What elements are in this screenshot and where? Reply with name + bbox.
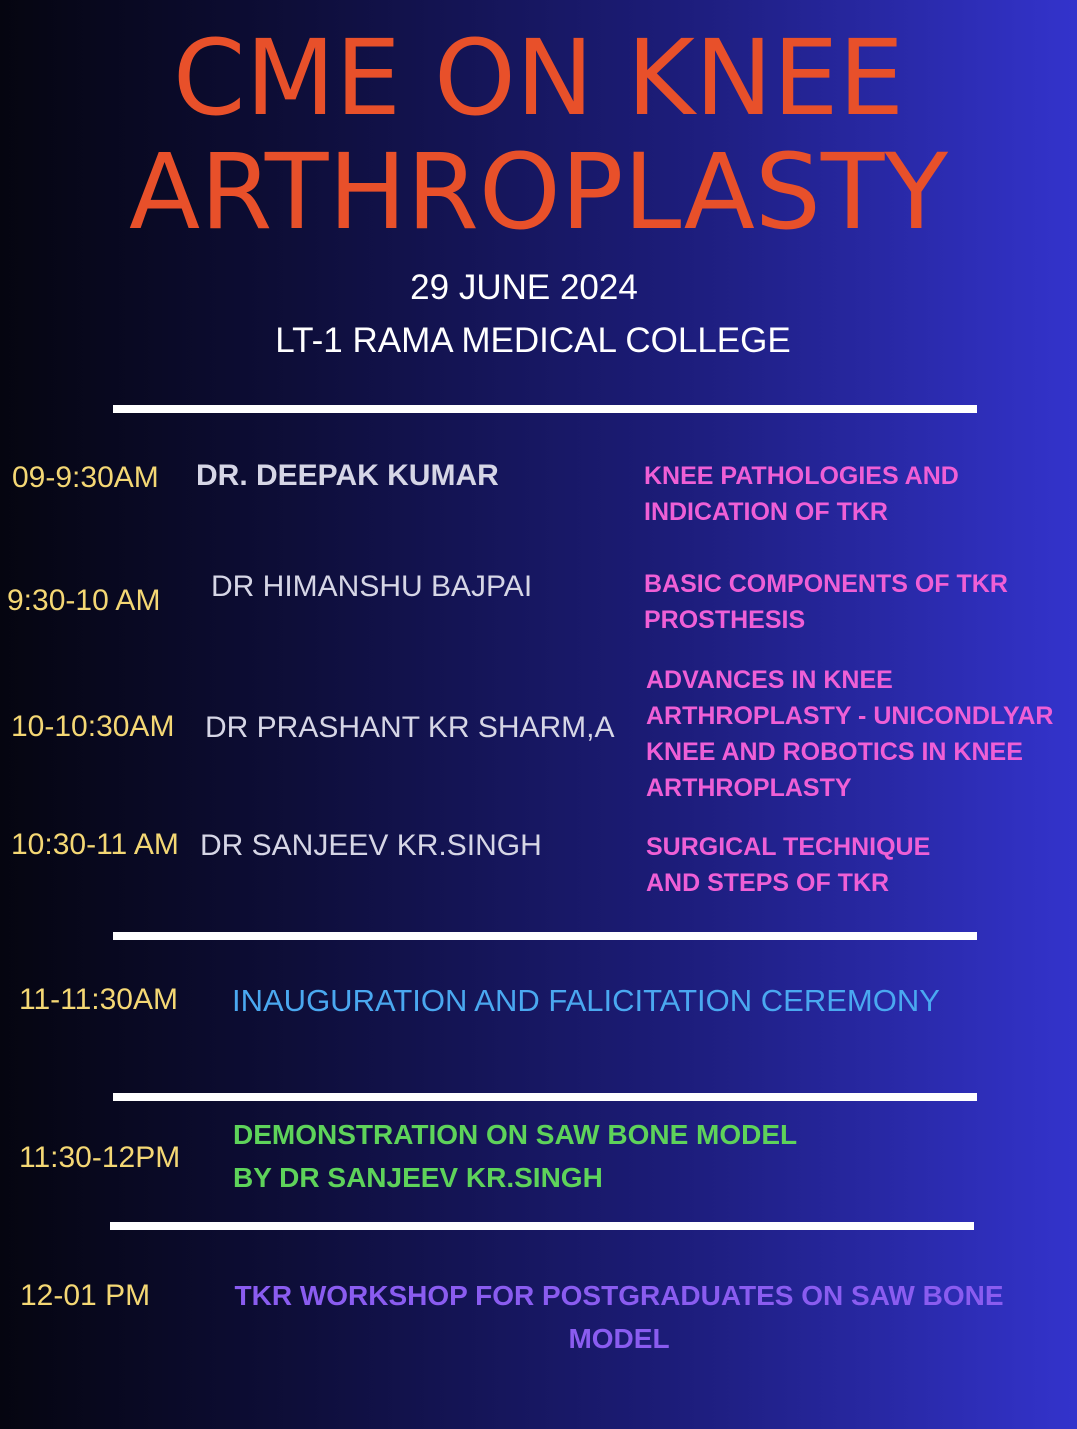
session-topic: SURGICAL TECHNIQUE AND STEPS OF TKR: [646, 833, 931, 897]
divider: [113, 1093, 977, 1101]
session-topic: ADVANCES IN KNEE ARTHROPLASTY - UNICONDLYAR KNEE AND ROBOTICS IN KNEE ARTHROPLASTY: [646, 666, 1054, 802]
workshop-label: TKR WORKSHOP FOR POSTGRADUATES ON SAW BONE MODEL: [234, 1280, 1004, 1354]
session-speaker: DR PRASHANT KR SHARM,A: [205, 711, 615, 744]
divider: [113, 932, 977, 940]
session-time: 09-9:30AM: [12, 461, 159, 494]
divider-top: [113, 405, 977, 413]
session-topic: BASIC COMPONENTS OF TKR PROSTHESIS: [644, 570, 1008, 634]
session-time: 9:30-10 AM: [7, 584, 161, 617]
demonstration-label: DEMONSTRATION ON SAW BONE MODEL BY DR SANJEEV KR.SINGH: [233, 1119, 798, 1193]
demonstration-time: 11:30-12PM: [19, 1141, 181, 1174]
session-speaker: DR. DEEPAK KUMAR: [196, 459, 499, 492]
divider: [110, 1222, 974, 1230]
inauguration-time: 11-11:30AM: [19, 983, 178, 1016]
workshop-time: 12-01 PM: [20, 1279, 151, 1312]
session-time: 10:30-11 AM: [11, 828, 179, 861]
title-line-1: CME ON KNEE: [172, 17, 905, 139]
session-topic: KNEE PATHOLOGIES AND INDICATION OF TKR: [644, 462, 959, 526]
event-date: 29 JUNE 2024: [410, 268, 638, 307]
title-line-2: ARTHROPLASTY: [129, 131, 948, 253]
session-speaker: DR SANJEEV KR.SINGH: [200, 829, 542, 862]
inauguration-label: INAUGURATION AND FALICITATION CEREMONY: [232, 983, 940, 1018]
session-speaker: DR HIMANSHU BAJPAI: [211, 570, 533, 603]
session-time: 10-10:30AM: [11, 710, 175, 743]
event-venue: LT-1 RAMA MEDICAL COLLEGE: [275, 321, 791, 360]
